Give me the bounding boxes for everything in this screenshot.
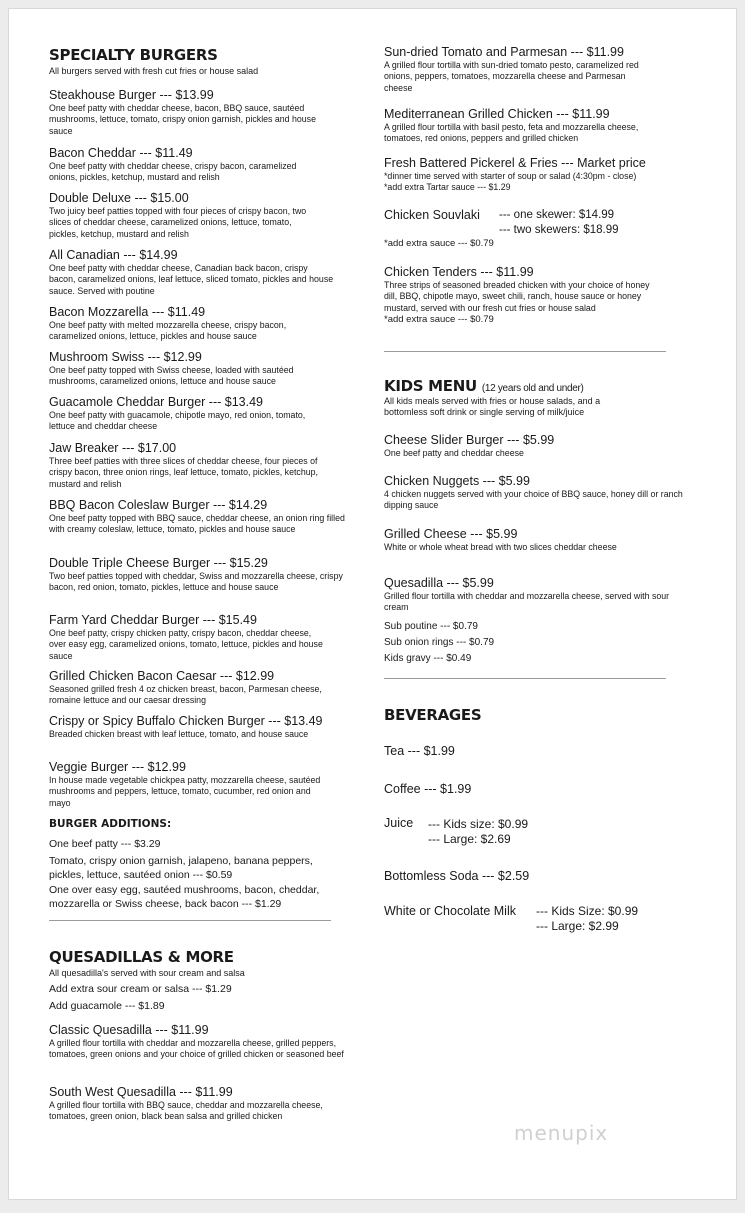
menu-item: [384, 156, 684, 194]
item-title: Chicken Nuggets --- $5.99: [384, 474, 530, 488]
item-desc: Three strips of seasoned breaded chicken with your choice of honey dill, BBQ, chipotle mayo, sweet chili, ranch, house sauce or honey mustard, served with our fresh cut fries or house salad: [384, 280, 650, 313]
menu-item: [49, 305, 329, 343]
menu-item: [49, 88, 339, 137]
tenders-extra: *add extra sauce --- $0.79: [384, 313, 494, 325]
menu-page: [8, 8, 737, 1200]
souvlaki-one-skewer: --- one skewer: $14.99: [499, 209, 615, 221]
item-title: Farm Yard Cheddar Burger --- $15.49: [49, 613, 257, 627]
item-title: Sun-dried Tomato and Parmesan --- $11.99: [384, 45, 624, 59]
divider: [49, 920, 331, 921]
addition-line: One over easy egg, sautéed mushrooms, bacon, cheddar, mozzarella or Swiss cheese, back bacon --- $1.29: [49, 884, 320, 910]
juice-large-size: --- Large: $2.69: [428, 832, 511, 846]
specialty-burgers-note: All burgers served with fresh cut fries or house salad: [49, 66, 259, 76]
item-desc: A grilled flour tortilla with sun-dried tomato pesto, caramelized red onions, peppers, tomatoes, mozzarella cheese and Parmesan cheese: [384, 60, 639, 93]
item-title: Classic Quesadilla --- $11.99: [49, 1023, 209, 1037]
menu-item: [49, 669, 329, 707]
addition-line: Tomato, crispy onion garnish, jalapeno, banana peppers, pickles, lettuce, sautéed onion --- $0.59: [49, 855, 313, 881]
menu-item: [49, 760, 329, 809]
item-desc: Breaded chicken breast with leaf lettuce, tomato, and house sauce: [49, 729, 309, 739]
item-title: Double Triple Cheese Burger --- $15.29: [49, 556, 268, 570]
menu-item: [49, 714, 324, 740]
menu-item: [384, 45, 639, 94]
souvlaki-extra: *add extra sauce --- $0.79: [384, 238, 494, 249]
quesadillas-note: All quesadilla's served with sour cream and salsa: [49, 968, 245, 978]
item-title: Steakhouse Burger --- $13.99: [49, 88, 214, 102]
item-desc: A grilled flour tortilla with basil pesto, feta and mozzarella cheese, tomatoes, red onions, peppers and grilled chicken: [384, 122, 639, 144]
item-desc: Grilled flour tortilla with cheddar and mozzarella cheese, served with sour cream: [384, 591, 670, 613]
divider: [384, 678, 666, 679]
menu-item: [384, 474, 694, 512]
item-title: BBQ Bacon Coleslaw Burger --- $14.29: [49, 498, 268, 512]
item-title: Grilled Cheese --- $5.99: [384, 527, 518, 541]
item-title: Chicken Tenders --- $11.99: [384, 265, 534, 279]
menu-item: [49, 146, 319, 184]
menu-item: [384, 107, 654, 145]
item-title: Jaw Breaker --- $17.00: [49, 441, 177, 455]
item-desc: One beef patty topped with Swiss cheese, loaded with sautéed mushrooms, caramelized onions, lettuce and house sauce: [49, 365, 294, 387]
burger-additions-title: BURGER ADDITIONS:: [49, 818, 172, 830]
beverage-coffee: Coffee --- $1.99: [384, 782, 472, 796]
kids-sub-option: Kids gravy --- $0.49: [384, 653, 472, 664]
menu-item: [384, 433, 554, 459]
item-desc: One beef patty with cheddar cheese, Canadian back bacon, crispy bacon, caramelized onions, leaf lettuce, sliced tomato, pickles and house sauce. Served with poutine: [49, 263, 334, 296]
kids-menu-title: [384, 377, 584, 395]
item-desc: Three beef patties with three slices of cheddar cheese, four pieces of crispy bacon, three onion rings, leaf lettuce, tomato, pickles, ketchup, mustard and relish: [49, 456, 318, 489]
item-title: Guacamole Cheddar Burger --- $13.49: [49, 395, 264, 409]
milk-large-size: --- Large: $2.99: [536, 919, 619, 933]
item-title: Veggie Burger --- $12.99: [49, 760, 186, 774]
quesadillas-title: QUESADILLAS & MORE: [49, 948, 234, 966]
menu-item: [49, 1023, 364, 1061]
juice-kids-size: --- Kids size: $0.99: [428, 817, 529, 831]
menu-item: [49, 556, 354, 594]
menupix-watermark: menupix: [514, 1121, 609, 1145]
menu-item: [49, 191, 314, 240]
item-title: Mushroom Swiss --- $12.99: [49, 350, 202, 364]
menu-item: [49, 498, 354, 536]
beverage-tea: Tea --- $1.99: [384, 744, 455, 758]
quesadilla-extra: Add extra sour cream or salsa --- $1.29: [49, 983, 232, 995]
item-desc: Seasoned grilled fresh 4 oz chicken breast, bacon, Parmesan cheese, romaine lettuce and our caesar dressing: [49, 684, 322, 706]
divider: [384, 351, 666, 352]
beverage-soda: Bottomless Soda --- $2.59: [384, 869, 530, 883]
souvlaki-name: Chicken Souvlaki: [384, 208, 480, 222]
item-desc: One beef patty with guacamole, chipotle mayo, red onion, tomato, lettuce and cheddar cheese: [49, 410, 306, 432]
item-title: Grilled Chicken Bacon Caesar --- $12.99: [49, 669, 275, 683]
item-desc: Two juicy beef patties topped with four pieces of crispy bacon, two slices of cheddar cheese, caramelized onions, lettuce, tomato, pickles, ketchup, mustard and relish: [49, 206, 307, 239]
quesadilla-extra: Add guacamole --- $1.89: [49, 1000, 165, 1012]
menu-item: [384, 576, 694, 614]
item-desc: One beef patty with cheddar cheese, crispy bacon, caramelized onions, pickles, ketchup, mustard and relish: [49, 161, 297, 183]
menu-item: [49, 441, 334, 490]
menu-item: [49, 350, 334, 388]
menu-item: [384, 265, 659, 326]
menu-item: [49, 395, 319, 433]
item-desc: One beef patty with cheddar cheese, bacon, BBQ sauce, sautéed mushrooms, lettuce, tomato, crispy onion garnish, pickles and house sauce: [49, 103, 316, 136]
addition-line: One beef patty --- $3.29: [49, 838, 161, 850]
item-title: South West Quesadilla --- $11.99: [49, 1085, 233, 1099]
item-title: All Canadian --- $14.99: [49, 248, 178, 262]
kids-sub-option: Sub onion rings --- $0.79: [384, 637, 495, 648]
item-title: Double Deluxe --- $15.00: [49, 191, 189, 205]
item-title: Crispy or Spicy Buffalo Chicken Burger --- $13.49: [49, 714, 323, 728]
item-desc: One beef patty, crispy chicken patty, crispy bacon, cheddar cheese, over easy egg, caramelized onions, tomato, lettuce, pickles and house sauce: [49, 628, 323, 661]
item-desc: Two beef patties topped with cheddar, Swiss and mozzarella cheese, crispy bacon, red onion, tomato, pickles, lettuce and house sauce: [49, 571, 343, 593]
specialty-burgers-title: SPECIALTY BURGERS: [49, 46, 218, 64]
item-desc: One beef patty topped with BBQ sauce, cheddar cheese, an onion ring filled with creamy coleslaw, lettuce, tomato, pickles and house sauce: [49, 513, 345, 535]
item-desc: In house made vegetable chickpea patty, mozzarella cheese, sautéed mushrooms and peppers, lettuce, tomato, cucumber, red onion and mayo: [49, 775, 321, 808]
beverages-title: BEVERAGES: [384, 706, 482, 724]
item-title: Quesadilla --- $5.99: [384, 576, 494, 590]
beverage-milk: White or Chocolate Milk: [384, 904, 516, 918]
kids-menu-note: All kids meals served with fries or house salads, and a bottomless soft drink or single serving of milk/juice: [384, 396, 601, 417]
souvlaki-two-skewers: --- two skewers: $18.99: [499, 224, 619, 236]
item-desc: White or whole wheat bread with two slices cheddar cheese: [384, 542, 617, 552]
item-title: Bacon Mozzarella --- $11.49: [49, 305, 206, 319]
item-desc: A grilled flour tortilla with cheddar and mozzarella cheese, grilled peppers, tomatoes, green onions and your choice of grilled chicken or seasoned beef: [49, 1038, 344, 1060]
item-desc: One beef patty and cheddar cheese: [384, 448, 524, 458]
menu-item: [49, 1085, 324, 1123]
item-title: Mediterranean Grilled Chicken --- $11.99: [384, 107, 610, 121]
kids-sub-option: Sub poutine --- $0.79: [384, 621, 478, 632]
menu-item: [384, 527, 617, 553]
kids-menu-label: KIDS MENU: [384, 377, 477, 395]
item-title: Cheese Slider Burger --- $5.99: [384, 433, 555, 447]
milk-kids-size: --- Kids Size: $0.99: [536, 904, 639, 918]
beverage-juice: Juice: [384, 816, 414, 830]
item-desc: *dinner time served with starter of soup or salad (4:30pm - close) *add extra Tartar sauce --- $1.29: [384, 171, 637, 193]
item-desc: A grilled flour tortilla with BBQ sauce, cheddar and mozzarella cheese, tomatoes, green onion, black bean salsa and grilled chicken: [49, 1100, 323, 1122]
kids-menu-subtitle: (12 years old and under): [481, 383, 584, 394]
item-desc: One beef patty with melted mozzarella cheese, crispy bacon, caramelized onions, lettuce, pickles and house sauce: [49, 320, 287, 342]
menu-item: [49, 248, 334, 297]
item-title: Bacon Cheddar --- $11.49: [49, 146, 193, 160]
item-title: Fresh Battered Pickerel & Fries --- Market price: [384, 156, 646, 170]
menu-item: [49, 613, 329, 662]
item-desc: 4 chicken nuggets served with your choice of BBQ sauce, honey dill or ranch dipping sauce: [384, 489, 683, 511]
